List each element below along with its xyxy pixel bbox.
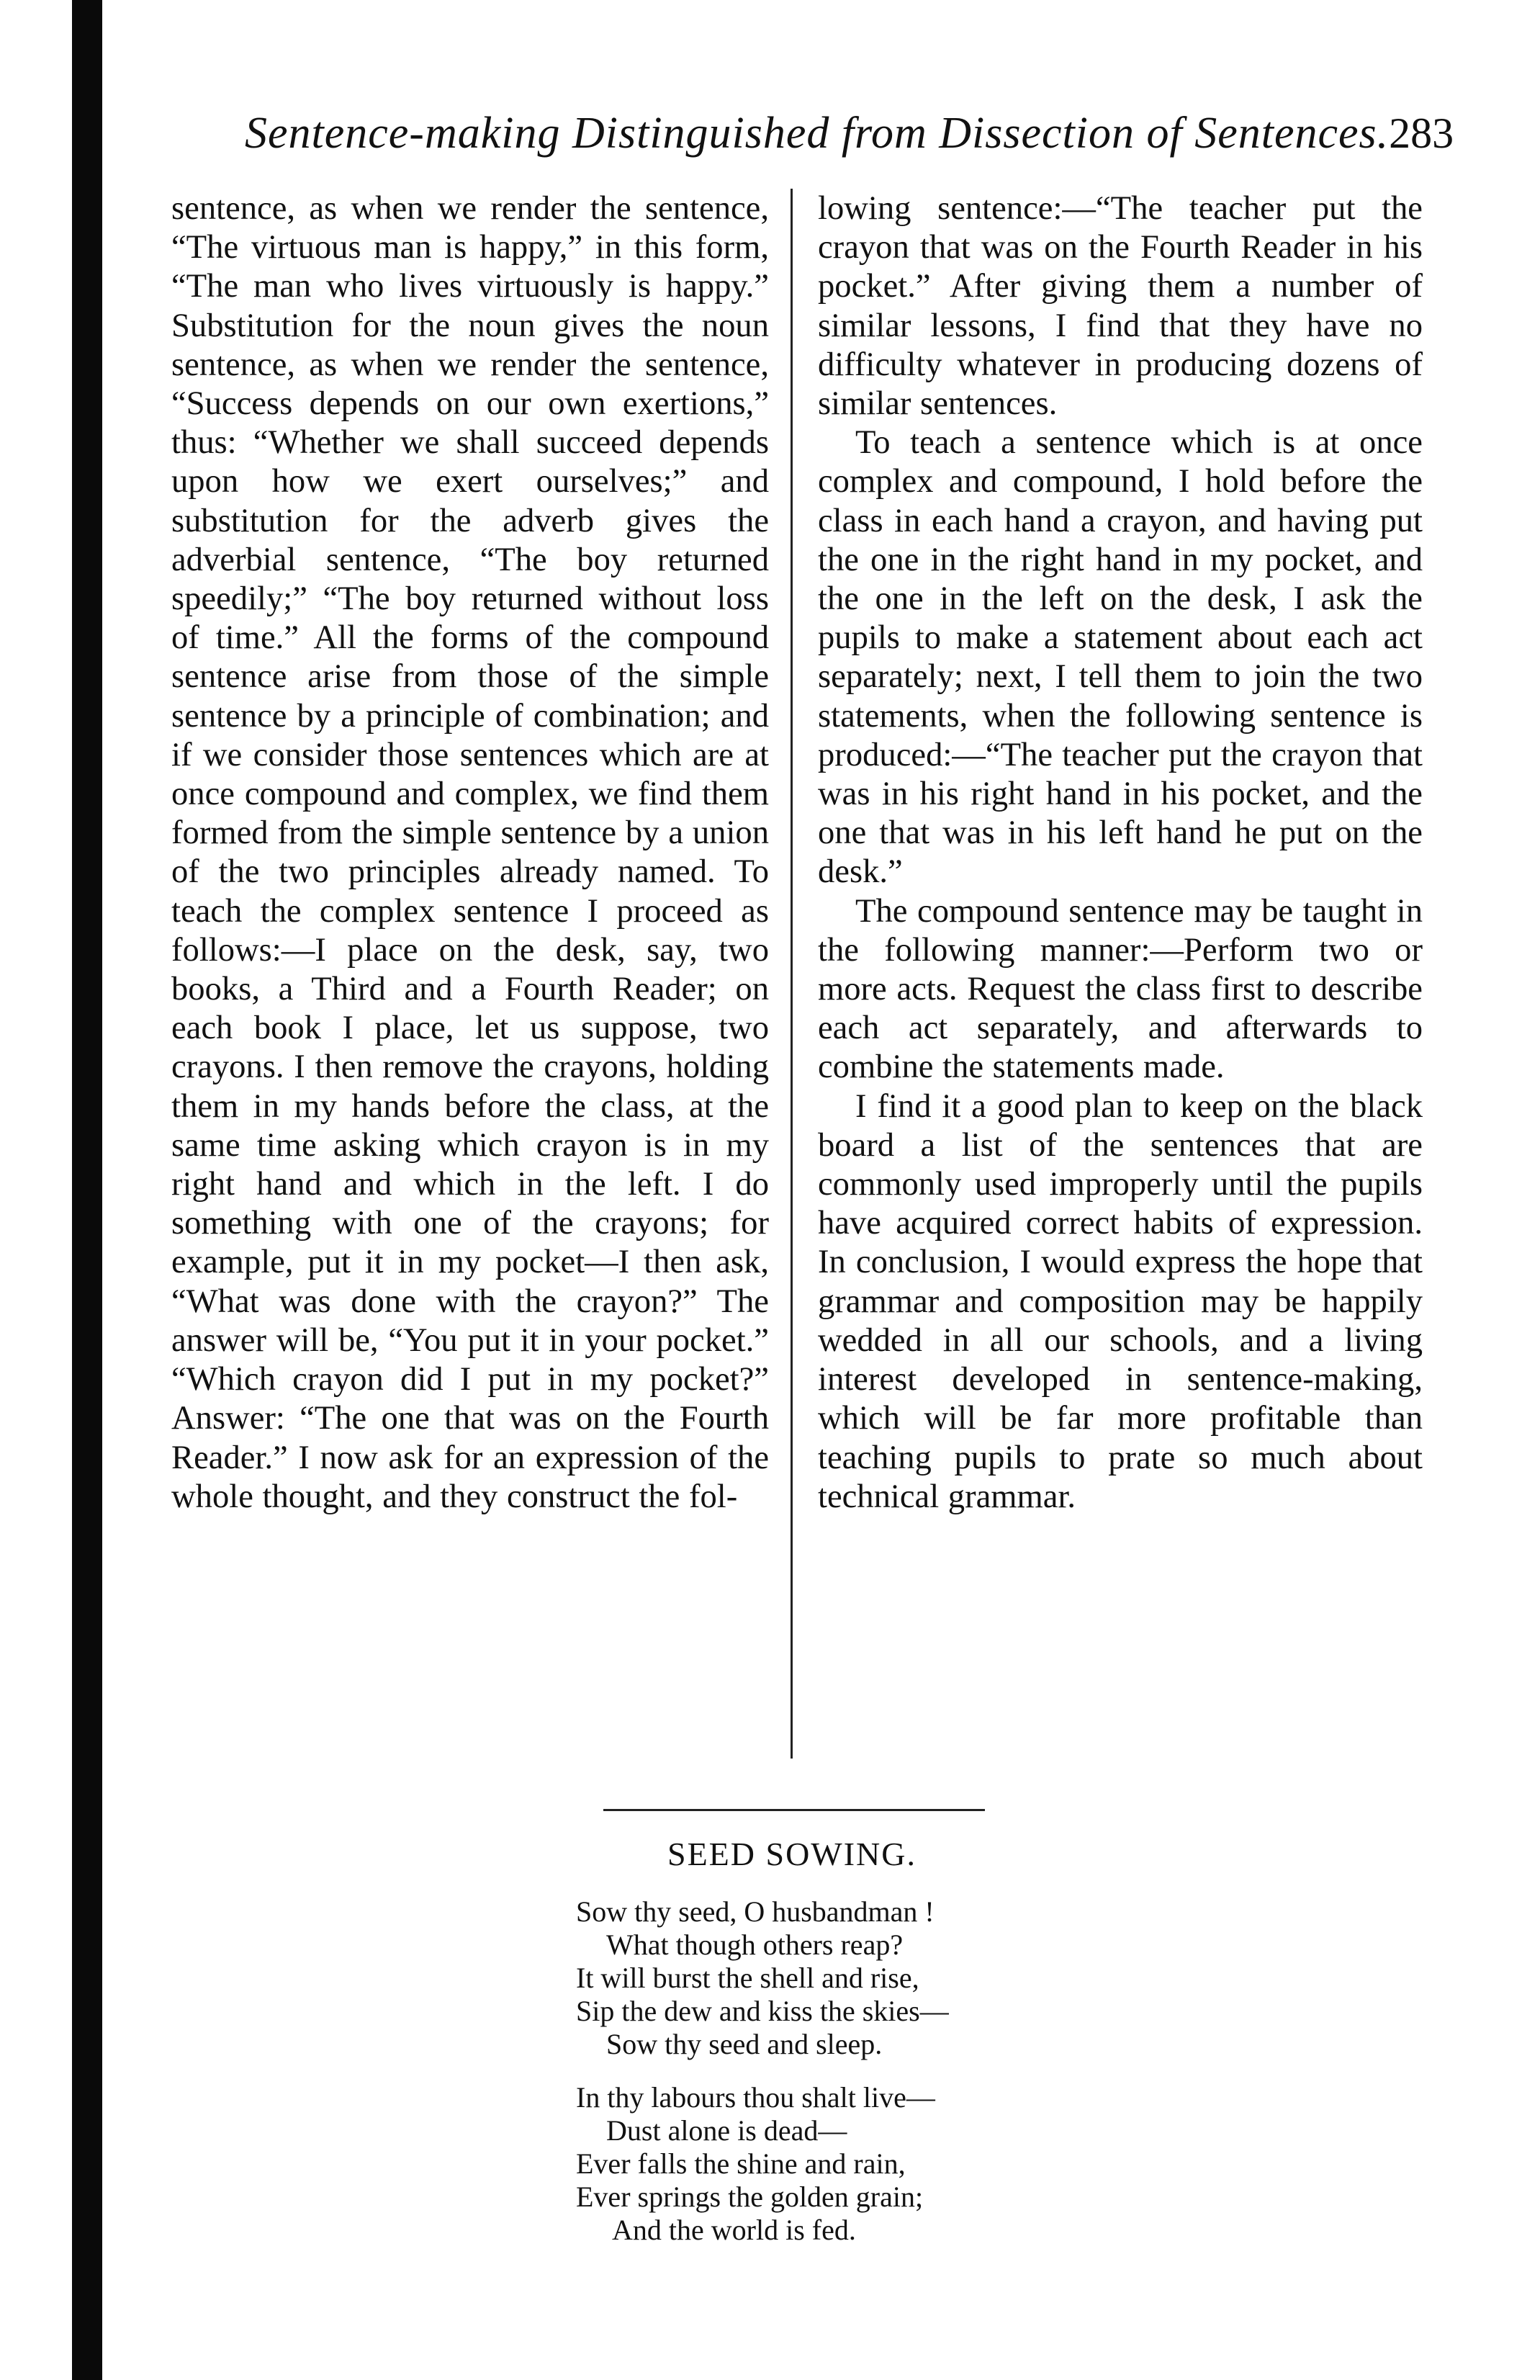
section-divider bbox=[603, 1809, 985, 1811]
poem-line: It will burst the shell and rise, bbox=[576, 1962, 919, 1994]
poem-line: In thy labours thou shalt live— bbox=[576, 2081, 935, 2114]
poem-line: And the world is fed. bbox=[612, 2214, 856, 2246]
running-title: Sentence-making Distinguished from Dissection of Sentences. bbox=[245, 109, 1390, 158]
right-paragraph-4: I find it a good plan to keep on the black board a list of the sentences that are commonly used improperly until the pupils have acquired correct habits of expression. In conclusion, I would express the hope that grammar and composition may be happily wedded in all our schools, and a living interest developed in sentence-making, which will be far more profitable than teaching pupils to prate so much about technical grammar. bbox=[818, 1087, 1423, 1515]
right-column bbox=[818, 189, 1423, 1744]
running-head bbox=[245, 108, 1454, 166]
margin-specks bbox=[7, 187, 17, 403]
page-number: 283 bbox=[1389, 109, 1454, 157]
left-column bbox=[171, 189, 769, 1744]
poem-line: What though others reap? bbox=[606, 1928, 904, 1961]
left-paragraph-1: sentence, as when we render the sentence, “The virtuous man is happy,” in this form, “The man who lives virtuously is happy.” Substitution for the noun gives the noun sentence, as when we render the sentence, “Success depends on our own exertions,” thus: “Whether we shall succeed depends upon how we exert ourselves;” and substitution for the adverb gives the adverbial sentence, “The boy returned speedily;” “The boy returned without loss of time.” All the forms of the compound sentence arise from those of the simple sentence by a principle of combination; and if we consider those sentences which are at once compound and complex, we find them formed from the simple sentence by a union of the two principles already named. To teach the complex sentence I proceed as follows:—I place on the desk, say, two books, a Third and a Fourth Reader; on each book I place, let us suppose, two crayons. I then remove the crayons, holding them in my hands before the class, at the same time asking which crayon is in my right hand and which in the left. I do something with one of the crayons; for example, put it in my pocket—I then ask, “What was done with the crayon?” The answer will be, “You put it in your pocket.” “Which crayon did I put in my pocket?” Answer: “The one that was on the Fourth Reader.” I now ask for an expression of the whole thought, and they construct the fol- bbox=[171, 189, 769, 1515]
right-paragraph-2: To teach a sentence which is at once complex and compound, I hold before the class in each hand a crayon, and having put the one in the right hand in my pocket, and the one in the left on the desk, I ask the pupils to make a statement about each act separately; next, I tell them to join the two statements, when the following sentence is produced:—“The teacher put the crayon that was in his right hand in his pocket, and the one that was in his left hand he put on the desk.” bbox=[818, 423, 1423, 891]
column-divider bbox=[791, 189, 793, 1759]
poem-title: SEED SOWING. bbox=[667, 1836, 917, 1872]
poem-line: Dust alone is dead— bbox=[606, 2114, 847, 2147]
poem-line: Sip the dew and kiss the skies— bbox=[576, 1995, 949, 2027]
poem-stanza-1 bbox=[576, 1895, 1080, 2061]
poem bbox=[576, 1895, 1080, 2267]
right-paragraph-1: lowing sentence:—“The teacher put the crayon that was on the Fourth Reader in his pocket.” After giving them a number of similar lessons, I find that they have no difficulty whatever in producing dozens of similar sentences. bbox=[818, 189, 1423, 423]
scan-border-bar bbox=[72, 0, 102, 2380]
poem-line: Ever falls the shine and rain, bbox=[576, 2147, 906, 2180]
poem-stanza-2 bbox=[576, 2081, 1080, 2247]
poem-line: Ever springs the golden grain; bbox=[576, 2181, 924, 2213]
poem-line: Sow thy seed, O husbandman ! bbox=[576, 1895, 935, 1928]
poem-line: Sow thy seed and sleep. bbox=[606, 2028, 883, 2060]
right-paragraph-3: The compound sentence may be taught in the following manner:—Perform two or more acts. Request the class first to describe each act separately, and afterwards to combine the statements made. bbox=[818, 892, 1423, 1086]
